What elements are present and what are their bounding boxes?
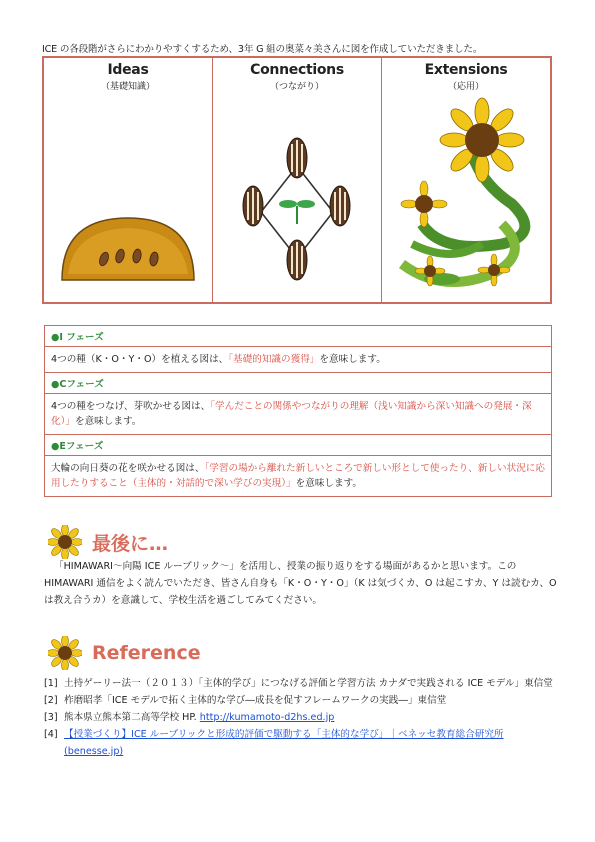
phase-c-heading: ●Cフェーズ bbox=[45, 373, 551, 394]
blooming-sunflowers-illustration bbox=[382, 94, 550, 304]
reference-text bbox=[64, 709, 334, 726]
phase-e-body-post: を意味します。 bbox=[295, 478, 363, 489]
ice-sub-ideas: （基礎知識） bbox=[100, 82, 155, 92]
ice-col-ideas bbox=[44, 58, 213, 302]
phase-i bbox=[44, 325, 552, 373]
reference-item bbox=[44, 692, 559, 709]
reference-text-pre: 熊本県立熊本第二高等学校 HP. bbox=[64, 712, 197, 723]
phase-i-body-post: を意味します。 bbox=[319, 354, 386, 365]
reference-number: [3] bbox=[44, 712, 58, 723]
sunflower-icon bbox=[48, 636, 82, 670]
phase-c-body-red: 「学んだことの関係やつながりの理解（浅い知識から深い知識への発展・深化）」 bbox=[51, 401, 532, 427]
ice-table bbox=[42, 56, 552, 304]
reference-number: [4] bbox=[44, 729, 58, 740]
phase-boxes bbox=[44, 325, 552, 497]
phase-i-body-pre: 4つの種（K・O・Y・O）を植える図は、 bbox=[51, 354, 229, 365]
phase-e-heading: ●Eフェーズ bbox=[45, 435, 551, 456]
phase-e-body bbox=[45, 456, 551, 496]
school-website-link[interactable]: http://kumamoto-d2hs.ed.jp bbox=[199, 712, 335, 723]
sunflower-icon bbox=[48, 525, 82, 559]
closing-section-heading bbox=[48, 525, 168, 559]
intro-text: ICE の各段階がさらにわかりやすくするため、3年 G 組の奥菜々美さんに図を作成していただきました。 bbox=[42, 44, 483, 55]
reference-item bbox=[44, 726, 559, 760]
phase-e-body-pre: 大輪の向日葵の花を咲かせる図は、 bbox=[51, 463, 205, 474]
phase-e bbox=[44, 435, 552, 497]
benesse-article-link[interactable]: 【授業づくり】ICE ルーブリックと形成的評価で駆動する「主体的な学び」｜ベネッセ教育総合研究所 (benesse.jp) bbox=[64, 729, 504, 757]
seeds-in-soil-illustration bbox=[44, 94, 212, 304]
reference-number: [1] bbox=[44, 678, 58, 689]
reference-number: [2] bbox=[44, 695, 58, 706]
ice-col-extensions bbox=[382, 58, 550, 302]
ice-title-ideas: Ideas bbox=[107, 62, 149, 78]
reference-heading: Reference bbox=[92, 642, 201, 664]
reference-text: 柞磨昭孝「ICE モデルで拓く主体的な学び―成長を促すフレームワークの実践―」東信堂 bbox=[64, 695, 447, 706]
closing-text: 「HIMAWARI〜向陽 ICE ルーブリック〜」を活用し、授業の振り返りをする場面があるかと思います。この HIMAWARI 通信をよく読んでいただき、皆さん自身も「K・O・Y・O」（K は気づくカ、O は起こすカ、Y は読むカ、O は教え合うカ）を意識して、学校生活を過ごしてみてください。 bbox=[44, 561, 557, 606]
phase-c-body-pre: 4つの種をつなげ、芽吹かせる図は、 bbox=[51, 401, 211, 412]
phase-i-body-red: 「基礎的知識の獲得」 bbox=[228, 354, 320, 365]
ice-col-connections bbox=[213, 58, 382, 302]
phase-i-body bbox=[45, 347, 551, 372]
connected-seeds-illustration bbox=[213, 94, 381, 304]
phase-c-body-post: を意味します。 bbox=[74, 416, 142, 427]
phase-i-heading: ●I フェーズ bbox=[45, 326, 551, 347]
ice-sub-connections: （つながり） bbox=[269, 82, 324, 92]
ice-sub-extensions: （応用） bbox=[447, 82, 484, 92]
ice-title-extensions: Extensions bbox=[424, 62, 508, 78]
reference-text: 土持ゲーリー法一（２０１３）「主体的学び」につなげる評価と学習方法 カナダで実践される ICE モデル」東信堂 bbox=[64, 678, 553, 689]
phase-c bbox=[44, 373, 552, 435]
phase-e-body-red: 「学習の場から離れた新しいところで新しい形として使ったり、新しい状況に応用したりすること（主体的・対話的で深い学びの実現）」 bbox=[51, 463, 545, 489]
phase-c-body bbox=[45, 394, 551, 434]
closing-heading: 最後に… bbox=[92, 532, 169, 555]
reference-item bbox=[44, 709, 559, 726]
reference-section-heading bbox=[48, 636, 201, 670]
reference-list bbox=[44, 675, 559, 760]
reference-item bbox=[44, 675, 559, 692]
ice-title-connections: Connections bbox=[250, 62, 344, 78]
